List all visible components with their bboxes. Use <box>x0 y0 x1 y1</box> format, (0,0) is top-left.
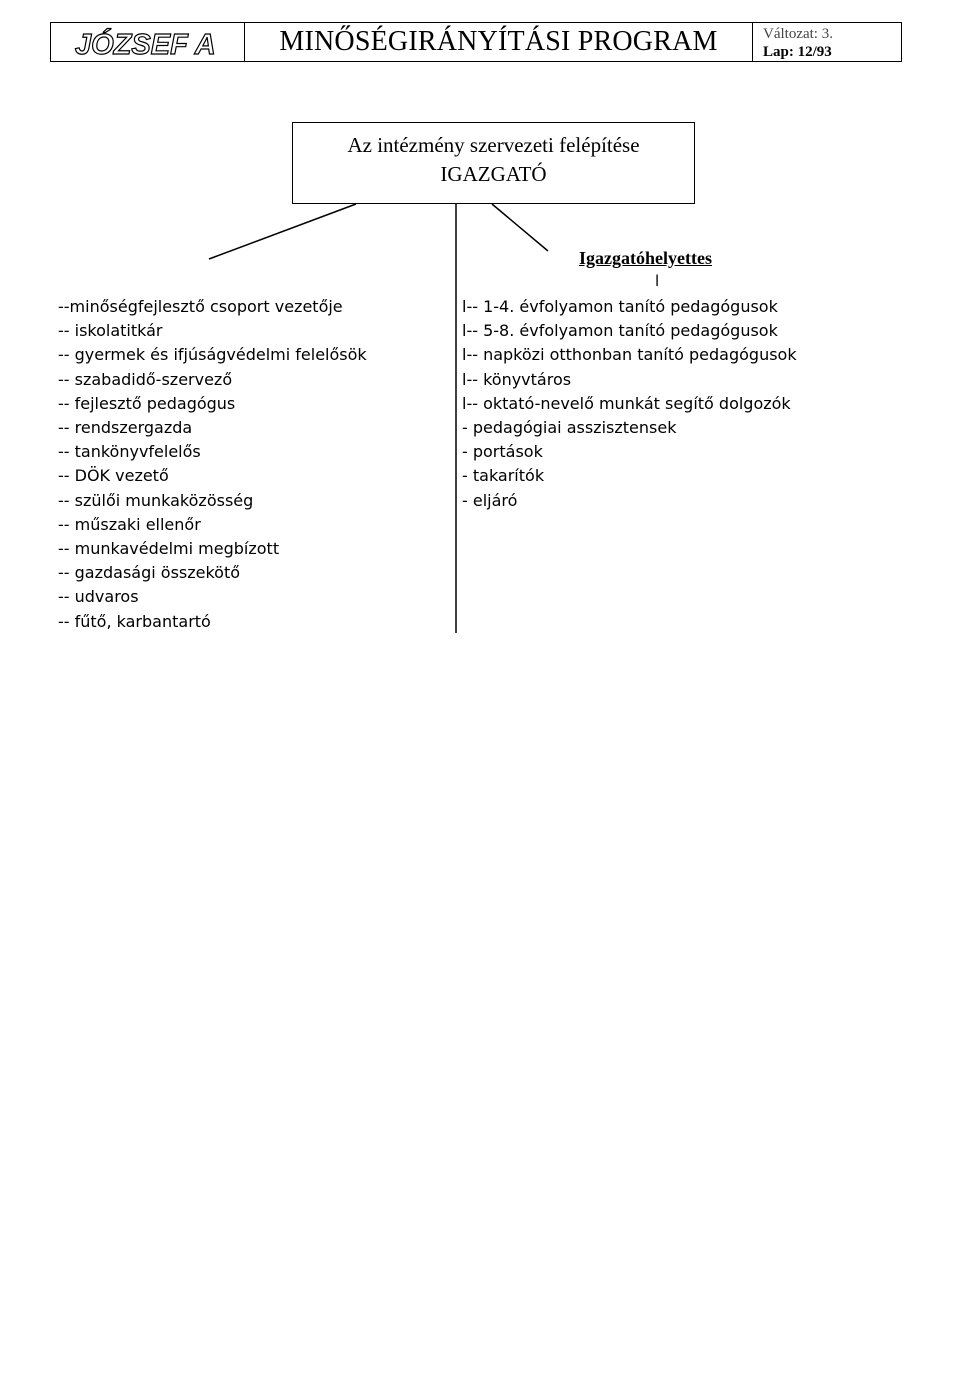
program-title: MINŐSÉGIRÁNYÍTÁSI PROGRAM <box>279 26 718 57</box>
list-item: -- gazdasági összekötő <box>58 563 241 583</box>
logo-text: JÓZSEF A <box>75 29 216 61</box>
list-item: -- fejlesztő pedagógus <box>58 393 236 413</box>
list-item: - portások <box>462 442 543 462</box>
list-item: -- szabadidő-szervező <box>58 369 233 389</box>
list-item: l-- könyvtáros <box>462 369 572 389</box>
version-label: Változat: 3. <box>763 26 833 42</box>
list-item: l-- oktató-nevelő munkát segítő dolgozók <box>462 393 791 413</box>
list-item: -- munkavédelmi megbízott <box>58 539 280 559</box>
list-item: -- rendszergazda <box>58 418 193 438</box>
org-head: IGAZGATÓ <box>440 162 547 186</box>
list-item: -- műszaki ellenőr <box>58 514 201 534</box>
list-item: -- udvaros <box>58 587 139 607</box>
list-item: --minőségfejlesztő csoport vezetője <box>58 297 343 316</box>
list-item: - pedagógiai asszisztensek <box>462 418 677 438</box>
list-item: -- szülői munkaközösség <box>58 490 254 510</box>
list-item: -- DÖK vezető <box>58 466 169 486</box>
deputy-marker: l <box>655 272 660 290</box>
list-item: l-- napközi otthonban tanító pedagógusok <box>462 345 797 365</box>
list-item: l-- 1-4. évfolyamon tanító pedagógusok <box>462 297 778 316</box>
connector-left <box>209 204 356 259</box>
list-item: - eljáró <box>462 490 518 510</box>
org-title: Az intézmény szervezeti felépítése <box>347 133 640 157</box>
list-item: - takarítók <box>462 466 545 486</box>
director-subordinates-list <box>58 295 367 634</box>
list-item: -- gyermek és ifjúságvédelmi felelősök <box>58 345 367 365</box>
page-label: Lap: 12/93 <box>763 44 832 60</box>
deputy-subordinates-list <box>462 295 797 513</box>
list-item: -- fűtő, karbantartó <box>58 611 211 631</box>
connector-right <box>492 204 548 251</box>
deputy-heading: Igazgatóhelyettes <box>579 248 712 268</box>
list-item: -- iskolatitkár <box>58 321 163 341</box>
list-item: -- tankönyvfelelős <box>58 442 201 462</box>
list-item: l-- 5-8. évfolyamon tanító pedagógusok <box>462 321 778 341</box>
